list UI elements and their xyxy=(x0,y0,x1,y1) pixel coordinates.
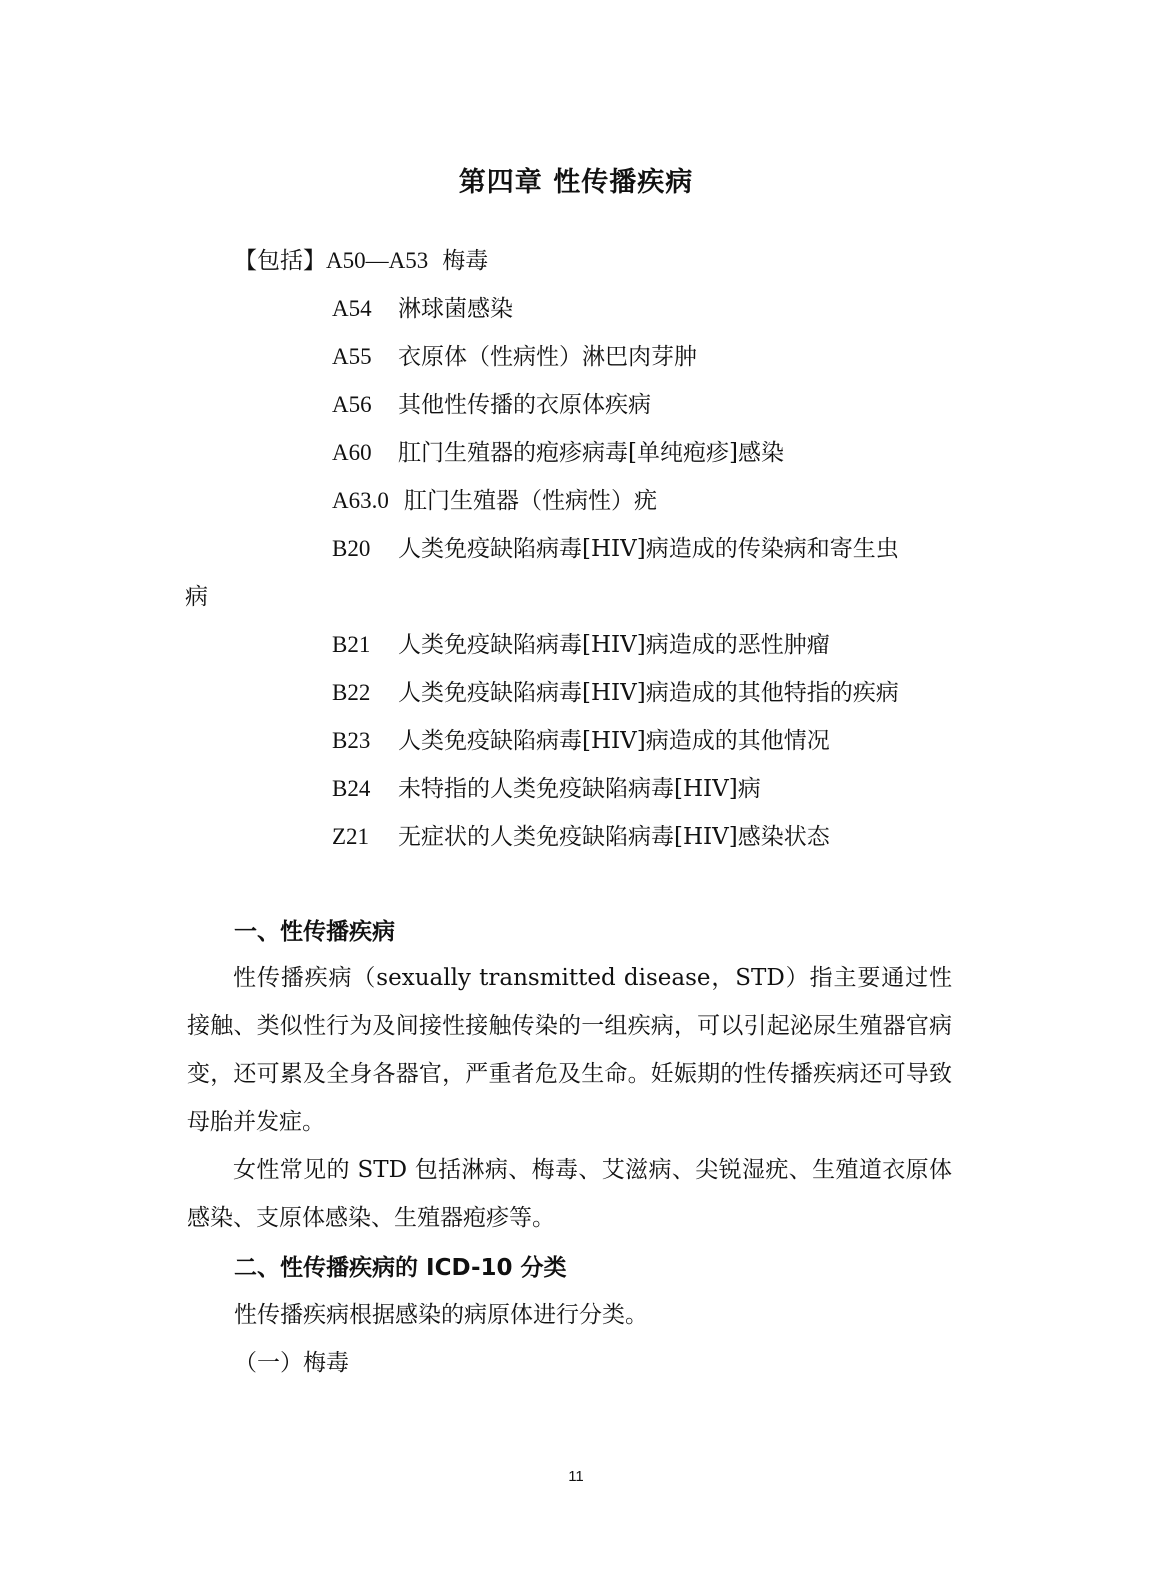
include-code: A50—A53 xyxy=(326,248,429,273)
include-line-10 xyxy=(332,726,830,756)
include-line-2 xyxy=(332,294,513,324)
section1-heading: 一、性传播疾病 xyxy=(234,919,395,945)
include-code: B24 xyxy=(332,776,371,801)
include-desc: 无症状的人类免疫缺陷病毒[HIV]感染状态 xyxy=(398,824,830,850)
include-line-5 xyxy=(332,438,784,468)
section2-subheading-1: （一）梅毒 xyxy=(234,1350,349,1376)
include-code: A60 xyxy=(332,440,372,465)
include-line-11 xyxy=(332,774,761,804)
include-line-3 xyxy=(332,342,697,372)
include-label: 【包括】 xyxy=(234,248,326,274)
include-desc: 人类免疫缺陷病毒[HIV]病造成的传染病和寄生虫 xyxy=(398,536,899,562)
include-desc: 衣原体（性病性）淋巴肉芽肿 xyxy=(398,344,697,370)
include-desc: 人类免疫缺陷病毒[HIV]病造成的恶性肿瘤 xyxy=(398,632,830,658)
include-code: Z21 xyxy=(332,824,370,849)
include-line-8 xyxy=(332,630,830,660)
include-code: B20 xyxy=(332,536,371,561)
include-desc: 其他性传播的衣原体疾病 xyxy=(398,392,651,418)
include-line-4 xyxy=(332,390,651,420)
include-desc: 梅毒 xyxy=(442,248,489,274)
include-desc: 肛门生殖器（性病性）疣 xyxy=(404,488,657,514)
include-line-12 xyxy=(332,822,830,852)
include-desc: 人类免疫缺陷病毒[HIV]病造成的其他情况 xyxy=(398,728,830,754)
include-desc: 肛门生殖器的疱疹病毒[单纯疱疹]感染 xyxy=(398,440,784,466)
include-desc: 未特指的人类免疫缺陷病毒[HIV]病 xyxy=(398,776,761,802)
include-code: B22 xyxy=(332,680,371,705)
include-desc: 淋球菌感染 xyxy=(398,296,513,322)
include-line-9 xyxy=(332,678,899,708)
include-code: B23 xyxy=(332,728,371,753)
include-desc: 人类免疫缺陷病毒[HIV]病造成的其他特指的疾病 xyxy=(398,680,899,706)
section2-heading: 二、性传播疾病的 ICD-10 分类 xyxy=(234,1255,567,1281)
include-code: A55 xyxy=(332,344,372,369)
chapter-title: 第四章 性传播疾病 xyxy=(458,167,694,198)
include-line-6 xyxy=(332,486,657,516)
section1-paragraph-2: 女性常见的 STD 包括淋病、梅毒、艾滋病、尖锐湿疣、生殖道衣原体感染、支原体感染、生殖器疱疹等。 xyxy=(187,1157,952,1231)
include-code: A54 xyxy=(332,296,372,321)
include-code: A56 xyxy=(332,392,372,417)
include-line-7-wrap: 病 xyxy=(185,584,208,610)
section1-paragraph-1: 性传播疾病（sexually transmitted disease，STD）指主要通过性接触、类似性行为及间接性接触传染的一组疾病，可以引起泌尿生殖器官病变，还可累及全身各器官，严重者危及生命。妊娠期的性传播疾病还可导致母胎并发症。 xyxy=(187,965,952,1135)
include-line-7 xyxy=(332,534,899,564)
page-number: 11 xyxy=(568,1468,584,1485)
include-code: B21 xyxy=(332,632,371,657)
section2-paragraph-1: 性传播疾病根据感染的病原体进行分类。 xyxy=(234,1302,648,1328)
include-line-1 xyxy=(234,246,488,276)
include-code: A63.0 xyxy=(332,488,389,513)
